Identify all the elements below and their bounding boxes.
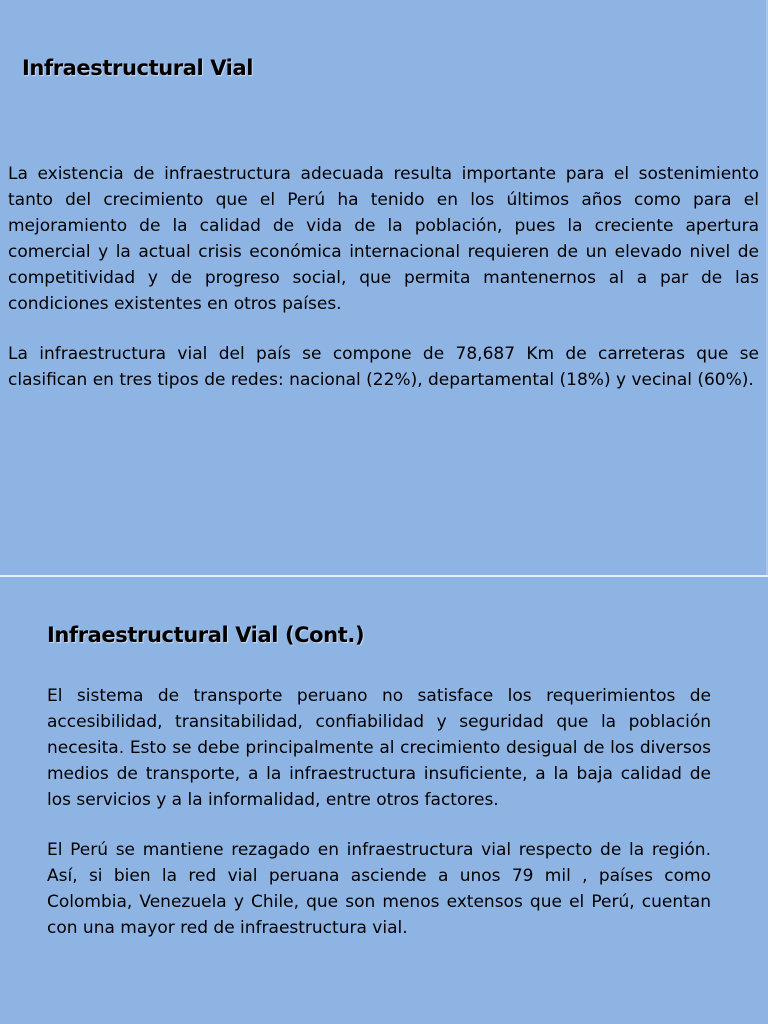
slide-1-paragraph-2: La infraestructura vial del país se compone de 78,687 Km de carreteras que se clasifican en tres tipos de redes: nacional (22%), departamental (18%) y vecinal (60%). (8, 344, 759, 390)
slide-2-title: Infraestructural Vial (Cont.) (47, 623, 365, 647)
slide-2-paragraph-2: El Perú se mantiene rezagado en infraestructura vial respecto de la región. Así, si bien la red vial peruana asciende a unos 79 mil , países como Colombia, Venezuela y Chile, que son menos extensos que el Perú, cuentan con una mayor red de infraestructura vial. (47, 840, 711, 938)
slide-1-body (8, 161, 759, 417)
slide-1-title: Infraestructural Vial (22, 56, 254, 80)
slide-2-paragraph-1: El sistema de transporte peruano no satisface los requerimientos de accesibilidad, transitabilidad, confiabilidad y seguridad que la población necesita. Esto se debe principalmente al crecimiento desigual de los diversos medios de transporte, a la infraestructura insuficiente, a la baja calidad de los servicios y a la informalidad, entre otros factores. (47, 686, 711, 810)
slide-2-body (47, 683, 711, 965)
slide-2 (0, 577, 768, 1024)
slide-1-paragraph-1: La existencia de infraestructura adecuada resulta importante para el sostenimiento tanto del crecimiento que el Perú ha tenido en los últimos años como para el mejoramiento de la calidad de vida de la población, pues la creciente apertura comercial y la actual crisis económica internacional requieren de un elevado nivel de competitividad y de progreso social, que permita mantenernos al a par de las condiciones existentes en otros países. (8, 164, 759, 314)
